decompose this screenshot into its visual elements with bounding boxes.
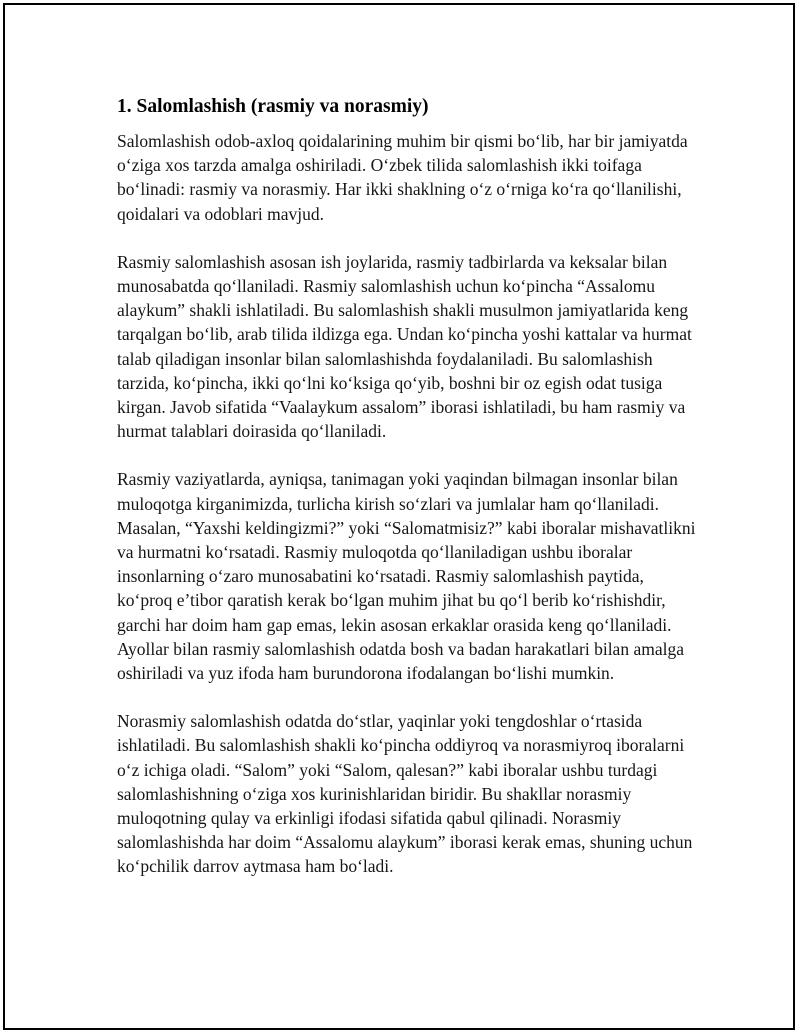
paragraph-informal-greeting: Norasmiy salomlashish odatda do‘stlar, yaqinlar yoki tengdoshlar o‘rtasida ishlatiladi. Bu salomlashish shakli ko‘pincha oddiyroq va norasmiyroq iboralarni o‘z ichiga oladi. “Salom” yoki “Salom, qalesan?” kabi iboralar ushbu turdagi salomlashishning o‘ziga xos kurinishlaridan biridir. Bu shakllar norasmiy muloqotning qulay va erkinligi ifodasi sifatida qabul qilinadi. Norasmiy salomlashishda har doim “Assalomu alaykum” iborasi kerak emas, shuning uchun ko‘pchilik darrov aytmasa ham bo‘ladi. [117,711,693,877]
document-body [117,93,697,903]
paragraph-formal-greeting: Rasmiy salomlashish asosan ish joylarida, rasmiy tadbirlarda va keksalar bilan munosabatda qo‘llaniladi. Rasmiy salomlashish uchun ko‘pincha “Assalomu alaykum” shakli ishlatiladi. Bu salomlashish shakli musulmon jamiyatlarida keng tarqalgan bo‘lib, arab tilida ildizga ega. Undan ko‘pincha yoshi kattalar va hurmat talab qiladigan insonlar bilan salomlashishda foydalaniladi. Bu salomlashish tarzida, ko‘pincha, ikki qo‘lni ko‘ksiga qo‘yib, boshni bir oz egish odat tusiga kirgan. Javob sifatida “Vaalaykum assalom” iborasi ishlatiladi, bu ham rasmiy va hurmat talablari doirasida qo‘llaniladi. [117,251,692,442]
section-heading: 1. Salomlashish (rasmiy va norasmiy) [117,96,429,117]
paragraph-formal-situations: Rasmiy vaziyatlarda, ayniqsa, tanimagan yoki yaqindan bilmagan insonlar bilan muloqotga kirganimizda, turlicha kirish so‘zlari va jumlalar ham qo‘llaniladi. Masalan, “Yaxshi keldingizmi?” yoki “Salomatmisiz?” kabi iboralar mishavatlikni va hurmatni ko‘rsatadi. Rasmiy muloqotda qo‘llaniladigan ushbu iboralar insonlarning o‘zaro munosabatini ko‘rsatadi. Rasmiy salomlashish paytida, ko‘proq e’tibor qaratish kerak bo‘lgan muhim jihat bu qo‘l berib ko‘rishishdir, garchi har doim ham gap emas, lekin asosan erkaklar orasida keng qo‘llaniladi. Ayollar bilan rasmiy salomlashish odatda bosh va badan harakatlari bilan amalga oshiriladi va yuz ifoda ham burundorona ifodalangan bo‘lishi mumkin. [117,469,696,684]
paragraph-intro: Salomlashish odob-axloq qoidalarining muhim bir qismi bo‘lib, har bir jamiyatda o‘ziga xos tarzda amalga oshiriladi. O‘zbek tilida salomlashish ikki toifaga bo‘linadi: rasmiy va norasmiy. Har ikki shaklning o‘z o‘rniga ko‘ra qo‘llanilishi, qoidalari va odoblari mavjud. [117,131,688,224]
